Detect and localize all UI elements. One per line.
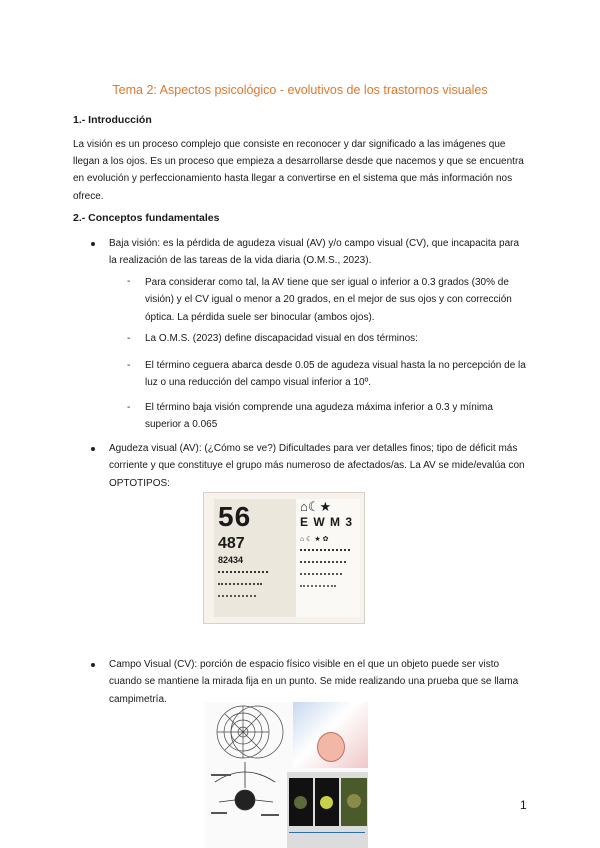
eye-icon <box>317 732 345 762</box>
section-1-heading: 1.- Introducción <box>73 114 152 126</box>
dash-marker: - <box>127 360 131 371</box>
dash-marker: - <box>127 333 131 344</box>
bullet-dot <box>91 242 95 246</box>
optotype-small-row <box>300 561 346 563</box>
optotype-small-row <box>300 573 342 575</box>
symbols-icon: ⌂☾★ <box>300 499 332 514</box>
bullet-dot <box>91 447 95 451</box>
optotype-chart-image <box>203 492 365 624</box>
optotype-symbols: E W M 3 <box>300 515 354 529</box>
symbols-small-icon: ⌂ ☾ ★ ✿ <box>300 536 329 543</box>
optotype-small-row <box>218 571 268 576</box>
bullet-baja-vision: Baja visión: es la pérdida de agudeza visual (AV) y/o campo visual (CV), que incapacita para la realización de las tareas de la vida diaria (O.M.S., 2023). <box>109 238 520 267</box>
optotype-row-1: 56 <box>218 501 252 532</box>
scan-panel <box>287 772 368 848</box>
scan-thumbnail <box>289 778 313 826</box>
optotype-small-row <box>300 549 350 551</box>
sub-item-4: El término baja visión comprende una agudeza máxima inferior a 0.3 y mínima superior a 0.065 <box>145 402 493 431</box>
optotype-small-row <box>300 585 336 587</box>
campimetry-image <box>205 702 368 848</box>
optotype-row-3: 82434 <box>218 555 244 565</box>
bullet-campo-visual: Campo Visual (CV): porción de espacio físico visible en el que un objeto puede ser visto cuando se mantiene la mirada fija en un punto. Se mide realizando una prueba que se llama campimetría. <box>109 659 519 705</box>
dash-marker: - <box>127 276 131 287</box>
document-title: Tema 2: Aspectos psicológico - evolutivos de los trastornos visuales <box>112 83 488 97</box>
sub-item-1: Para considerar como tal, la AV tiene que ser igual o inferior a 0.3 grados (30% de visión) y el CV igual o menor a 20 grados, en el mejor de sus ojos y con corrección óptica. La pérdida suele ser binocular (ambos ojos). <box>145 277 512 323</box>
optotype-small-row <box>218 595 256 600</box>
bullet-agudeza-visual: Agudeza visual (AV): (¿Cómo se ve?) Dificultades para ver detalles finos; tipo de déficit más corriente y que constituye el grupo más numeroso de afectados/as. La AV se mide/evalúa con OPTOTIPOS: <box>109 443 525 489</box>
bullet-dot <box>91 663 95 667</box>
optotype-small-row <box>218 583 262 588</box>
dash-marker: - <box>127 402 131 413</box>
sub-item-3: El término ceguera abarca desde 0.05 de agudeza visual hasta la no percepción de la luz o una reducción del campo visual inferior a 10º. <box>145 360 526 389</box>
optotype-row-2: 487 <box>218 535 245 552</box>
section-2-heading: 2.- Conceptos fundamentales <box>73 212 220 224</box>
scan-thumbnail <box>315 778 339 826</box>
scan-thumbnail <box>341 778 367 826</box>
sub-item-2: La O.M.S. (2023) define discapacidad visual en dos términos: <box>145 333 418 344</box>
intro-paragraph: La visión es un proceso complejo que consiste en reconocer y dar significado a las imágenes que llegan a los ojos. Es un proceso que empieza a desarrollarse desde que nacemos y que se encuentra en evolución y perfeccionamiento hasta llegar a convertirse en el sistema que más información nos ofrece. <box>73 139 524 202</box>
scan-divider <box>289 832 365 833</box>
field-overlap-graphic <box>293 702 368 768</box>
optotype-number-panel <box>214 499 306 617</box>
optotype-symbol-panel <box>296 499 360 617</box>
page-number: 1 <box>520 798 527 812</box>
